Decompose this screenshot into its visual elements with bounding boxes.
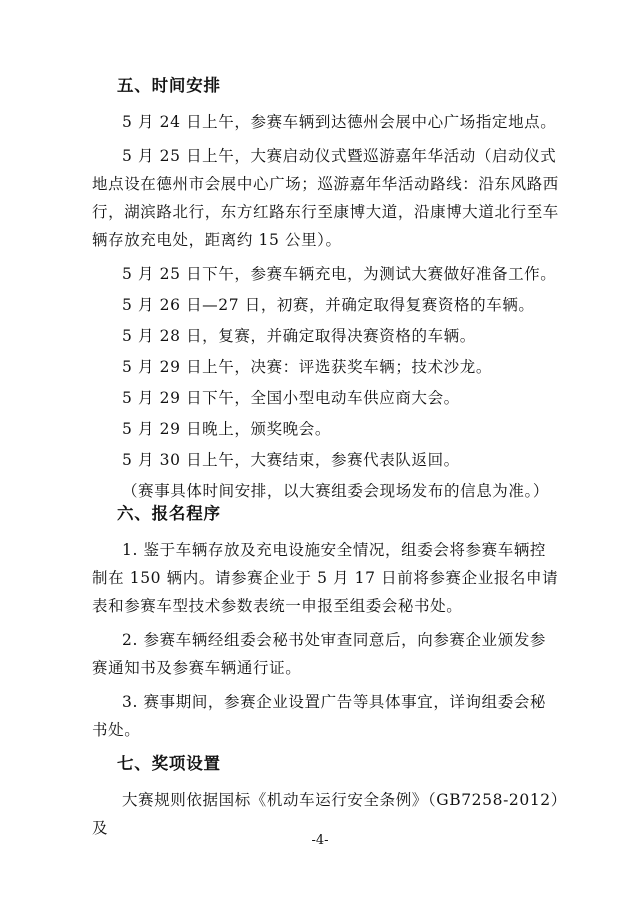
registration-item-2: 2. 参赛车辆经组委会秘书处审查同意后，向参赛企业颁发参赛通知书及参赛车辆通行证。 bbox=[92, 631, 547, 677]
schedule-item-9: 5 月 30 日上午，大赛结束，参赛代表队返回。 bbox=[122, 451, 460, 469]
schedule-item-2: 5 月 25 日上午，大赛启动仪式暨巡游嘉年华活动（启动仪式地点设在德州市会展中心广场；巡游嘉年华活动路线：沿东风路西行，湖滨路北行，东方红路东行至康博大道，沿康博大道北行至车辆存放充电处，距离约 15 公里）。 bbox=[92, 147, 559, 249]
schedule-item-4: 5 月 26 日—27 日，初赛，并确定取得复赛资格的车辆。 bbox=[122, 296, 535, 314]
awards-item-1: 大赛规则依据国标《机动车运行安全条例》（GB7258-2012）及 bbox=[92, 791, 560, 837]
section-7-heading: 七、奖项设置 bbox=[117, 754, 221, 773]
schedule-item-6: 5 月 29 日上午，决赛：评选获奖车辆；技术沙龙。 bbox=[122, 358, 492, 376]
section-6-body bbox=[92, 536, 562, 744]
schedule-item-3: 5 月 25 日下午，参赛车辆充电，为测试大赛做好准备工作。 bbox=[122, 265, 557, 283]
section-5-body bbox=[92, 108, 562, 505]
schedule-item-1: 5 月 24 日上午，参赛车辆到达德州会展中心广场指定地点。 bbox=[122, 113, 557, 131]
schedule-note: （赛事具体时间安排，以大赛组委会现场发布的信息为准。） bbox=[122, 482, 549, 500]
section-6-heading: 六、报名程序 bbox=[117, 504, 221, 523]
registration-item-1: 1. 鉴于车辆存放及充电设施安全情况，组委会将参赛车辆控制在 150 辆内。请参赛企业于 5 月 17 日前将参赛企业报名申请表和参赛车型技术参数表统一申报至组委会秘书处。 bbox=[92, 541, 559, 615]
registration-item-3: 3. 赛事期间，参赛企业设置广告等具体事宜，详询组委会秘书处。 bbox=[92, 693, 547, 739]
schedule-item-7: 5 月 29 日下午，全国小型电动车供应商大会。 bbox=[122, 389, 460, 407]
schedule-item-5: 5 月 28 日，复赛，并确定取得决赛资格的车辆。 bbox=[122, 327, 476, 345]
schedule-item-8: 5 月 29 日晚上，颁奖晚会。 bbox=[122, 420, 331, 438]
section-5-heading: 五、时间安排 bbox=[117, 76, 221, 95]
page-number: -4- bbox=[311, 833, 329, 848]
